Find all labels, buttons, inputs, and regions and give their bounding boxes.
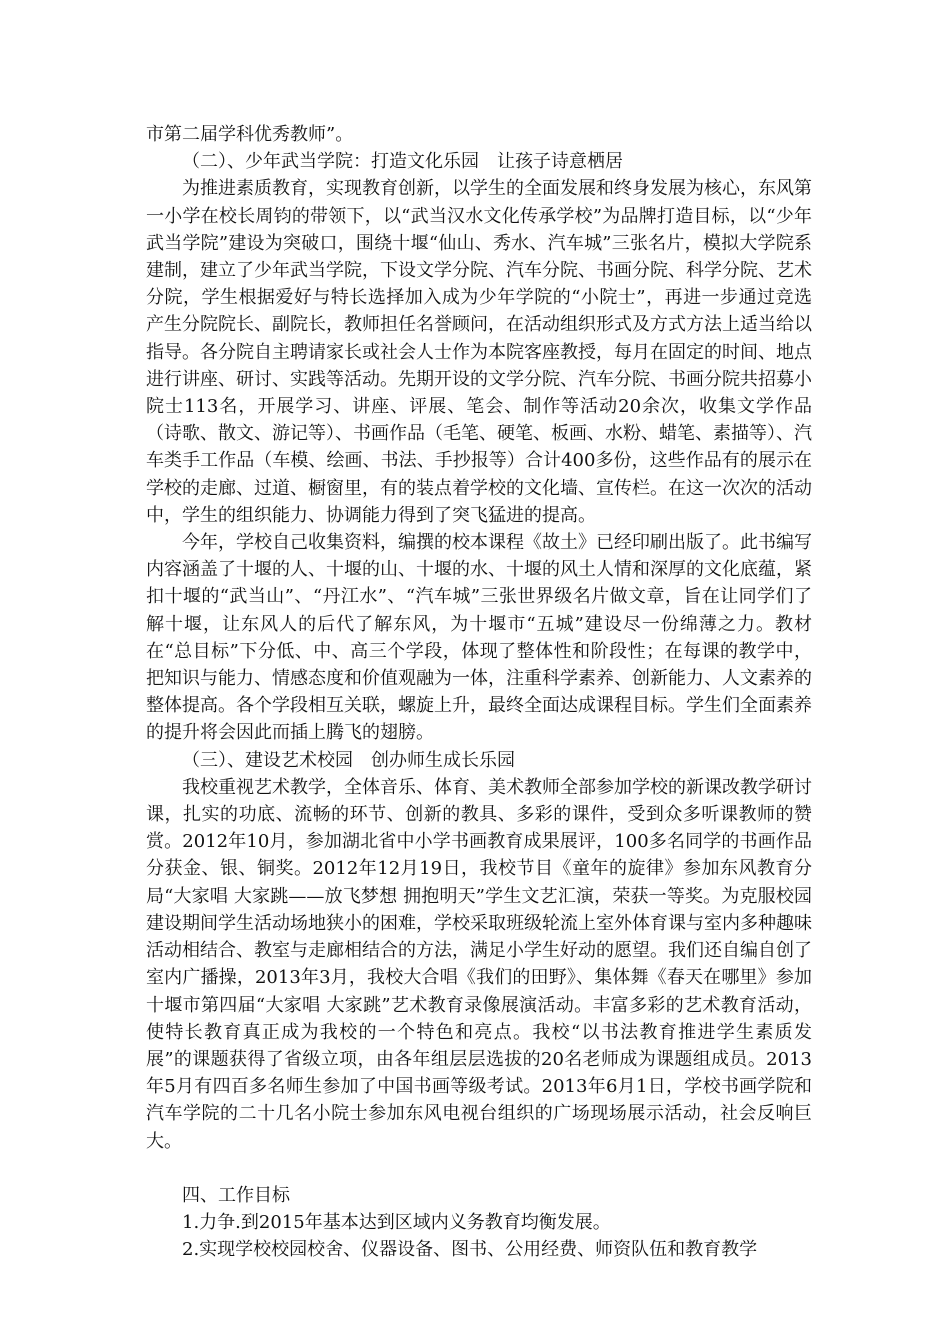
document-body	[146, 121, 812, 1263]
paragraph-academy-description: 为推进素质教育，实现教育创新，以学生的全面发展和终身发展为核心，东风第一小学在校长周钧的带领下，以“武当汉水文化传承学校”为品牌打造目标，以“少年武当学院”建设为突破口，围绕十堰“仙山、秀水、汽车城”三张名片，模拟大学院系建制，建立了少年武当学院，下设文学分院、汽车分院、书画分院、科学分院、艺术分院，学生根据爱好与特长选择加入成为少年学院的“小院士”，再进一步通过竞选产生分院院长、副院长，教师担任名誉顾问，在活动组织形式及方式方法上适当给以指导。各分院自主聘请家长或社会人士作为本院客座教授，每月在固定的时间、地点进行讲座、研讨、实践等活动。先期开设的文学分院、汽车分院、书画分院共招募小院士113名，开展学习、讲座、评展、笔会、制作等活动20余次，收集文学作品（诗歌、散文、游记等）、书画作品（毛笔、硬笔、板画、水粉、蜡笔、素描等）、汽车类手工作品（车模、绘画、书法、手抄报等）合计400多份，这些作品有的展示在学校的走廊、过道、橱窗里，有的装点着学校的文化墙、宣传栏。在这一次次的活动中，学生的组织能力、协调能力得到了突飞猛进的提高。	[146, 178, 812, 526]
blank-line	[146, 1155, 812, 1182]
section-heading-youth-wudang-academy: （二）、少年武当学院：打造文化乐园 让孩子诗意栖居	[182, 151, 623, 173]
paragraph-school-curriculum: 今年，学校自己收集资料，编撰的校本课程《故土》已经印刷出版了。此书编写内容涵盖了十堰的人、十堰的山、十堰的水、十堰的风土人情和深厚的文化底蕴，紧扣十堰的“武当山”、“丹江水”、“汽车城”三张世界级名片做文章，旨在让同学们了解十堰，让东风人的后代了解东风，为十堰市“五城”建设尽一份绵薄之力。教材在“总目标”下分低、中、高三个学段，体现了整体性和阶段性；在每课的教学中，把知识与能力、情感态度和价值观融为一体，注重科学素养、创新能力、人文素养的整体提高。各个学段相互关联，螺旋上升，最终全面达成课程目标。学生们全面素养的提升将会因此而插上腾飞的翅膀。	[146, 532, 812, 744]
goal-item-2: 2.实现学校校园校舍、仪器设备、图书、公用经费、师资队伍和教育教学	[182, 1239, 758, 1261]
paragraph-art-education: 我校重视艺术教学，全体音乐、体育、美术教师全部参加学校的新课改教学研讨课，扎实的功底、流畅的环节、创新的教具、多彩的课件，受到众多听课教师的赞赏。2012年10月，参加湖北省中小学书画教育成果展评，100多名同学的书画作品分获金、银、铜奖。2012年12月19日，我校节目《童年的旋律》参加东风教育分局“大家唱 大家跳——放飞梦想 拥抱明天”学生文艺汇演，荣获一等奖。为克服校园建设期间学生活动场地狭小的困难，学校采取班级轮流上室外体育课与室内多种趣味活动相结合、教室与走廊相结合的方法，满足小学生好动的愿望。我们还自编自创了室内广播操，2013年3月，我校大合唱《我们的田野》、集体舞《春天在哪里》参加十堰市第四届“大家唱 大家跳”艺术教育录像展演活动。丰富多彩的艺术教育活动，使特长教育真正成为我校的一个特色和亮点。我校“以书法教育推进学生素质发展”的课题获得了省级立项，由各年组层层选拔的20名老师成为课题组成员。2013年5月有四百多名师生参加了中国书画等级考试。2013年6月1日，学校书画学院和汽车学院的二十几名小院士参加东风电视台组织的广场现场展示活动，社会反响巨大。	[146, 776, 812, 1152]
section-heading-work-goals: 四、工作目标	[182, 1184, 290, 1206]
paragraph-continuation: 市第二届学科优秀教师”。	[146, 124, 354, 145]
section-heading-art-campus: （三）、建设艺术校园 创办师生成长乐园	[182, 749, 515, 771]
goal-item-1: 1.力争.到2015年基本达到区域内义务教育均衡发展。	[182, 1211, 611, 1233]
